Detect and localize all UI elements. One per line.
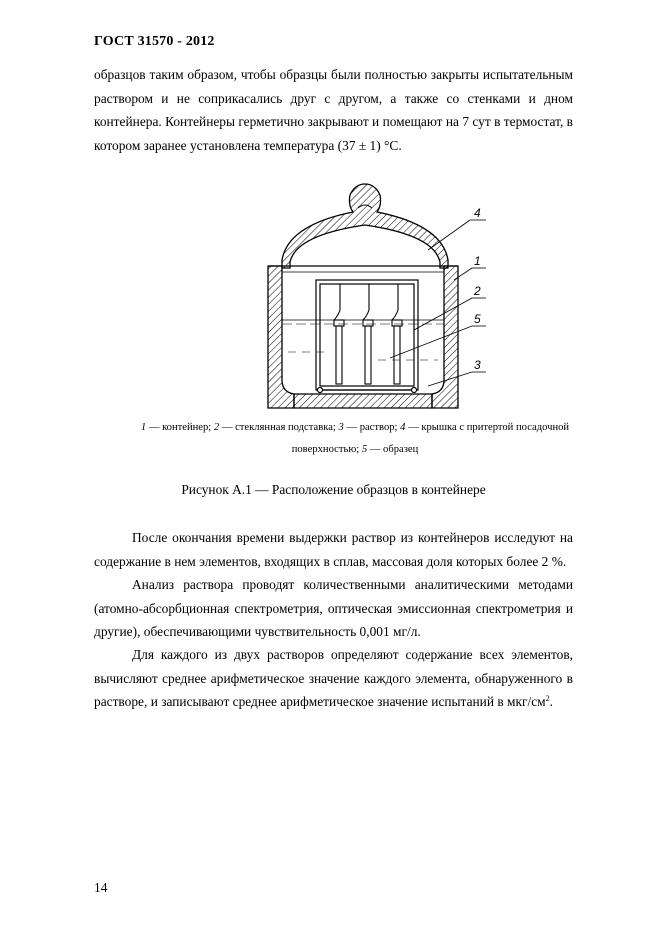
container-wall-left — [268, 266, 294, 408]
body-paragraph-2: Анализ раствора проводят количественными аналитическими методами (атомно-абсорбционная спектрометрия, оптическая эмиссионная спектрометрия и другие), обеспечивающими чувствительность 0,001 мг/л. — [94, 577, 573, 639]
page-number: 14 — [94, 880, 108, 895]
body-paragraph-1: После окончания времени выдержки раствор из контейнеров исследуют на содержание в нем элементов, входящих в сплав, массовая доля которых более 2 %. — [94, 530, 573, 569]
figure-title: Рисунок А.1 — Расположение образцов в контейнере — [181, 482, 486, 497]
body-paragraph-3: Для каждого из двух растворов определяют содержание всех элементов, вычисляют среднее арифметическое значение каждого элемента, обнаруженного в растворе, и записывают среднее арифметическое значение испытаний в мкг/$см^2$. — [94, 647, 573, 709]
document-header: ГОСТ 31570 - 2012 — [94, 34, 215, 49]
samples — [334, 284, 402, 384]
label-2: 2 — [474, 284, 481, 298]
container-bottom — [294, 394, 432, 408]
intro-paragraph: образцов таким образом, чтобы образцы были полностью закрыты испытательным раствором и не соприкасались друг с другом, а также со стенками и дном контейнера. Контейнеры герметично закрывают и помещают на 7 сут в термостат, в котором заранее установлена температура (37 ± 1) °С. — [94, 67, 573, 153]
superscript: 2 — [545, 694, 550, 703]
lid-shape — [282, 184, 448, 268]
glass-stand — [316, 280, 418, 393]
figure-legend: 1 — контейнер; 2 — стеклянная подставка; 3 — раствор; 4 — крышка с притертой посадочной поверхностью; 5 — образец — [140, 422, 570, 455]
container-diagram — [258, 180, 498, 412]
container-wall-right — [432, 266, 458, 408]
label-5: 5 — [474, 312, 481, 326]
label-1: 1 — [474, 254, 481, 268]
label-3: 3 — [474, 358, 481, 372]
label-4: 4 — [474, 206, 481, 220]
